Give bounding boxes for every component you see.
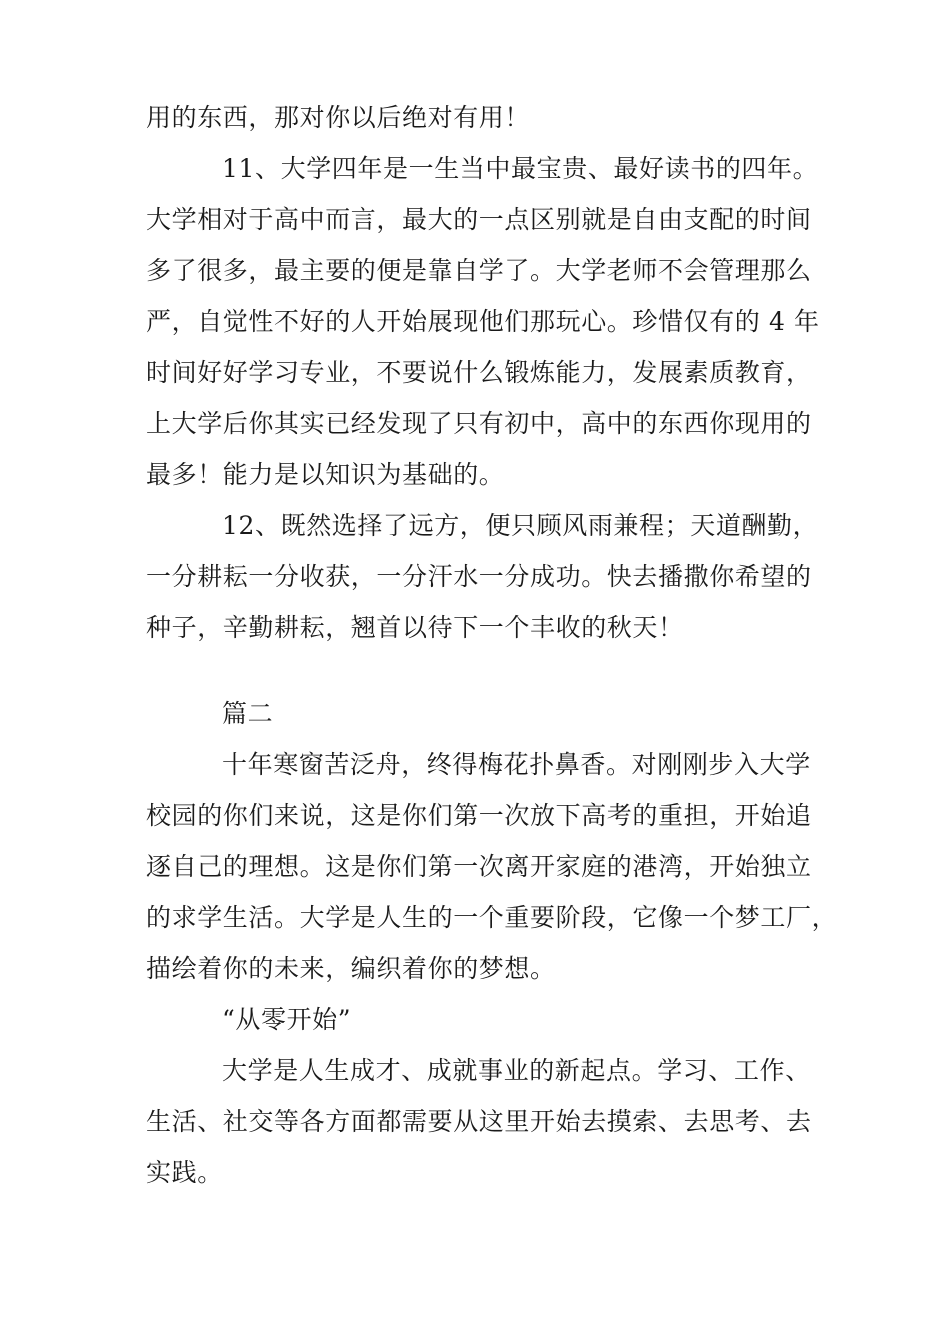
subheading: “从零开始” xyxy=(222,1005,352,1034)
text-line: 实践。 xyxy=(146,1158,223,1187)
text-line: 多了很多，最主要的便是靠自学了。大学老师不会管理那么 xyxy=(146,256,812,285)
text-line: 校园的你们来说，这是你们第一次放下高考的重担，开始追 xyxy=(146,801,812,830)
text-line: 严，自觉性不好的人开始展现他们那玩心。珍惜仅有的 4 年 xyxy=(146,307,820,336)
text-line: 大学相对于高中而言，最大的一点区别就是自由支配的时间 xyxy=(146,205,812,234)
text-line: 时间好好学习专业，不要说什么锻炼能力，发展素质教育， xyxy=(146,358,812,387)
text-line: 11、大学四年是一生当中最宝贵、最好读书的四年。 xyxy=(222,154,819,183)
text-line: 最多！能力是以知识为基础的。 xyxy=(146,460,505,489)
text-line: 用的东西，那对你以后绝对有用！ xyxy=(146,103,531,132)
text-line: 的求学生活。大学是人生的一个重要阶段，它像一个梦工厂， xyxy=(146,903,838,932)
text-line: 大学是人生成才、成就事业的新起点。学习、工作、 xyxy=(222,1056,811,1085)
text-line: 逐自己的理想。这是你们第一次离开家庭的港湾，开始独立 xyxy=(146,852,812,881)
text-line: 一分耕耘一分收获，一分汗水一分成功。快去播撒你希望的 xyxy=(146,562,812,591)
text-line: 生活、社交等各方面都需要从这里开始去摸索、去思考、去 xyxy=(146,1107,812,1136)
text-line: 上大学后你其实已经发现了只有初中，高中的东西你现用的 xyxy=(146,409,812,438)
text-line: 种子，辛勤耕耘，翘首以待下一个丰收的秋天！ xyxy=(146,613,684,642)
text-line: 12、既然选择了远方，便只顾风雨兼程；天道酬勤， xyxy=(222,511,819,540)
text-line: 描绘着你的未来，编织着你的梦想。 xyxy=(146,954,556,983)
section-heading: 篇二 xyxy=(222,699,274,728)
text-line: 十年寒窗苦泛舟，终得梅花扑鼻香。对刚刚步入大学 xyxy=(222,750,811,779)
